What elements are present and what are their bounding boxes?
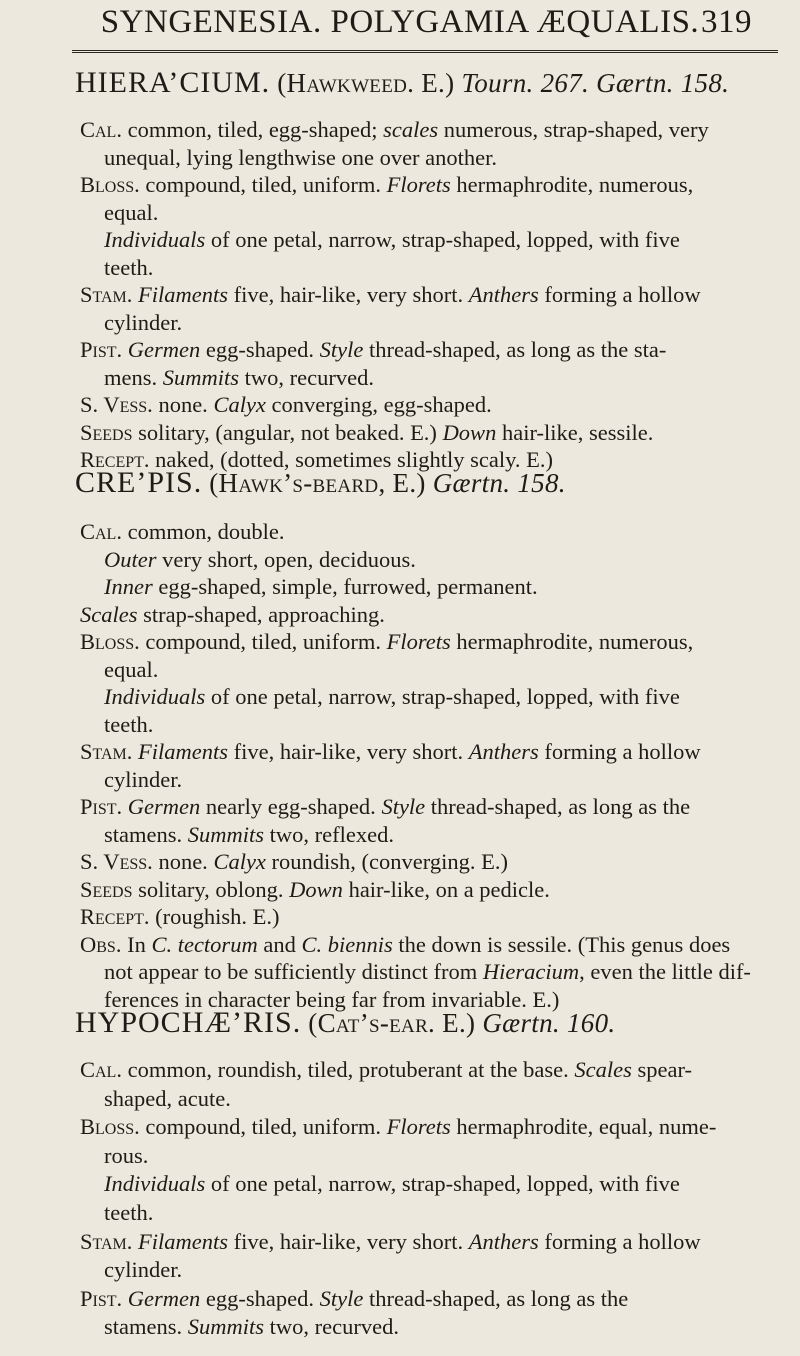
text-run: common, tiled, egg-shaped;: [121, 117, 384, 142]
text-line: [80, 628, 693, 656]
italic-term: Style: [319, 337, 364, 362]
text-run: thread-shaped, as long as the sta-: [363, 337, 667, 362]
text-line: [80, 281, 701, 309]
text-run: compound, tiled, uniform.: [139, 1114, 387, 1140]
text-line: [80, 171, 693, 199]
text-line: [104, 199, 158, 227]
text-run: egg-shaped, simple, furrowed, permanent.: [152, 574, 538, 599]
text-run: egg-shaped.: [200, 1285, 320, 1311]
italic-term: Summits: [162, 364, 240, 390]
italic-term: Calyx: [213, 392, 266, 417]
text-line: [104, 1313, 399, 1341]
text-run: roundish, (converging. E.): [265, 849, 508, 874]
part-label: Bloss.: [80, 172, 140, 197]
text-line: [80, 931, 730, 959]
text-run: naked, (dotted, sometimes slightly scaly. E.): [149, 447, 553, 472]
text-run: numerous, strap-shaped, very: [438, 117, 709, 142]
italic-term: Filaments: [138, 739, 229, 764]
italic-term: Scales: [80, 601, 138, 627]
italic-term: Florets: [386, 1114, 451, 1140]
text-run: In: [121, 931, 152, 957]
part-label: Pist.: [80, 794, 123, 819]
text-run: of one petal, narrow, strap-shaped, lopped, with five: [205, 684, 680, 709]
references: Gærtn. 160.: [482, 1008, 616, 1038]
text-line: [104, 766, 182, 794]
text-run: stamens.: [104, 1314, 188, 1340]
genus-heading-hieracium: [75, 66, 729, 100]
part-label: S. Vess.: [80, 392, 153, 417]
text-run: hermaphrodite, numerous,: [450, 172, 694, 197]
text-run: shaped, acute.: [104, 1085, 231, 1111]
italic-term: Germen: [127, 794, 201, 819]
italic-term: Individuals: [104, 227, 206, 252]
text-line: [104, 821, 394, 849]
text-run: of one petal, narrow, strap-shaped, lopped, with five: [205, 1171, 680, 1197]
italic-term: Down: [442, 419, 497, 445]
text-run: hair-like, on a pedicle.: [342, 876, 550, 902]
text-line: [104, 364, 374, 392]
text-line: [80, 903, 280, 931]
page-number: 319: [701, 4, 752, 40]
part-label: Bloss.: [80, 1114, 140, 1140]
italic-term: Style: [319, 1285, 364, 1311]
text-run: teeth.: [104, 711, 154, 737]
genus-heading-hypochaeris: [75, 1006, 615, 1040]
italic-term: Summits: [187, 1314, 265, 1340]
italic-term: Filaments: [138, 282, 229, 307]
text-line: [80, 419, 653, 447]
part-label: Recept.: [80, 904, 150, 929]
text-run: solitary, oblong.: [132, 876, 290, 902]
text-run: the down is sessile. (This genus does: [392, 931, 731, 957]
text-line: [80, 518, 284, 546]
text-run: egg-shaped.: [200, 337, 320, 362]
text-run: thread-shaped, as long as the: [363, 1285, 629, 1311]
common-name: (Hawkweed. E.): [277, 68, 455, 98]
italic-term: Individuals: [104, 1171, 206, 1197]
genus-name: HYPOCHÆ’RIS.: [75, 1006, 302, 1039]
text-run: equal.: [104, 656, 159, 682]
text-run: compound, tiled, uniform.: [139, 629, 387, 654]
part-label: Seeds: [80, 419, 133, 445]
italic-term: C. biennis: [301, 931, 393, 957]
text-line: [104, 309, 182, 337]
text-run: none.: [152, 392, 214, 417]
references: Tourn. 267. Gærtn. 158.: [461, 68, 730, 98]
running-head-title: SYNGENESIA. POLYGAMIA ÆQUALIS.: [100, 4, 700, 40]
text-run: (roughish. E.): [149, 904, 280, 929]
text-line: [80, 738, 701, 766]
text-run: five, hair-like, very short.: [228, 1228, 469, 1254]
text-line: [104, 573, 538, 601]
part-label: Stam.: [80, 282, 133, 307]
text-run: two, recurved.: [264, 1314, 399, 1340]
text-line: [104, 254, 153, 282]
text-run: strap-shaped, approaching.: [137, 601, 385, 627]
italic-term: Germen: [127, 337, 201, 362]
italic-term: Anthers: [468, 1228, 539, 1254]
text-run: and: [257, 931, 302, 957]
italic-term: Florets: [386, 172, 451, 197]
text-run: very short, open, deciduous.: [156, 546, 416, 572]
text-run: stamens.: [104, 821, 188, 847]
text-line: [104, 1085, 231, 1113]
part-label: Cal.: [80, 1057, 122, 1082]
italic-term: Filaments: [138, 1228, 229, 1254]
italic-term: scales: [383, 117, 439, 142]
text-run: converging, egg-shaped.: [265, 392, 492, 417]
italic-term: Anthers: [468, 739, 539, 764]
text-run: hermaphrodite, equal, nume-: [450, 1114, 717, 1140]
italic-term: Down: [289, 876, 343, 902]
text-run: forming a hollow: [538, 1228, 701, 1254]
part-label: Obs.: [80, 931, 122, 957]
text-line: [80, 1285, 628, 1313]
text-run: ferences in character being far from invariable. E.): [104, 986, 560, 1012]
part-label: Pist.: [80, 337, 123, 362]
italic-term: Outer: [104, 546, 157, 572]
part-label: Cal.: [80, 117, 122, 142]
text-run: solitary, (angular, not beaked. E.): [132, 419, 443, 445]
text-run: none.: [152, 849, 214, 874]
text-line: [80, 1228, 701, 1256]
italic-term: Florets: [386, 629, 451, 654]
italic-term: Hieracium: [482, 959, 580, 984]
text-run: common, roundish, tiled, protuberant at the base.: [121, 1057, 575, 1082]
text-run: not appear to be sufficiently distinct from: [104, 959, 483, 984]
part-label: Seeds: [80, 876, 133, 902]
header-rule: [72, 50, 778, 53]
text-line: [80, 793, 690, 821]
text-run: teeth.: [104, 1200, 154, 1225]
part-label: Stam.: [80, 739, 133, 764]
running-head: [0, 4, 800, 41]
text-line: [104, 711, 153, 739]
text-line: [104, 1142, 148, 1170]
text-line: [104, 683, 680, 711]
text-run: cylinder.: [104, 766, 183, 792]
text-run: common, double.: [121, 519, 285, 544]
text-run: rous.: [104, 1142, 149, 1168]
text-line: [80, 1056, 692, 1084]
text-run: thread-shaped, as long as the: [425, 794, 691, 819]
text-run: equal.: [104, 199, 159, 225]
text-run: two, reflexed.: [264, 821, 394, 847]
italic-term: Individuals: [104, 684, 206, 709]
part-label: Bloss.: [80, 629, 140, 654]
common-name: (Cat’s-ear. E.): [308, 1008, 476, 1038]
text-run: unequal, lying lengthwise one over another.: [104, 144, 498, 170]
text-line: [80, 848, 508, 876]
genus-name: CRE’PIS.: [75, 466, 203, 499]
text-line: [104, 1170, 680, 1198]
text-line: [104, 226, 680, 254]
text-line: [104, 1199, 153, 1227]
part-label: S. Vess.: [80, 849, 153, 874]
references: Gærtn. 158.: [432, 468, 566, 498]
text-run: , even the little dif-: [579, 959, 751, 984]
text-run: of one petal, narrow, strap-shaped, lopped, with five: [205, 227, 680, 252]
text-line: [80, 601, 385, 629]
part-label: Recept.: [80, 447, 150, 472]
part-label: Pist.: [80, 1285, 123, 1311]
genus-name: HIERA’CIUM.: [75, 66, 271, 99]
text-run: five, hair-like, very short.: [228, 739, 469, 764]
text-run: forming a hollow: [538, 282, 701, 307]
italic-term: Germen: [127, 1285, 201, 1311]
part-label: Stam.: [80, 1228, 133, 1254]
italic-term: Scales: [574, 1057, 632, 1082]
text-run: mens.: [104, 364, 163, 390]
italic-term: Anthers: [468, 282, 539, 307]
common-name: (Hawk’s-beard, E.): [209, 468, 426, 498]
text-line: [104, 656, 158, 684]
text-line: [104, 958, 751, 986]
text-line: [80, 391, 492, 419]
italic-term: Calyx: [213, 849, 266, 874]
text-run: nearly egg-shaped.: [200, 794, 382, 819]
text-run: cylinder.: [104, 1257, 183, 1283]
text-line: [80, 876, 550, 904]
italic-term: Inner: [104, 574, 153, 599]
genus-heading-crepis: [75, 466, 566, 500]
text-line: [80, 336, 666, 364]
italic-term: C. tectorum: [151, 931, 258, 957]
text-run: spear-: [631, 1057, 692, 1082]
text-run: compound, tiled, uniform.: [139, 172, 387, 197]
text-run: five, hair-like, very short.: [228, 282, 469, 307]
italic-term: Summits: [187, 821, 265, 847]
text-line: [80, 1113, 716, 1141]
text-run: two, recurved.: [239, 364, 374, 390]
text-line: [104, 144, 497, 172]
text-line: [80, 116, 709, 144]
part-label: Cal.: [80, 519, 122, 544]
text-run: hermaphrodite, numerous,: [450, 629, 694, 654]
italic-term: Style: [381, 794, 426, 819]
text-line: [104, 546, 416, 574]
text-run: forming a hollow: [538, 739, 701, 764]
text-run: cylinder.: [104, 309, 183, 335]
text-run: teeth.: [104, 254, 154, 280]
text-line: [104, 1256, 182, 1284]
text-run: hair-like, sessile.: [496, 419, 654, 445]
